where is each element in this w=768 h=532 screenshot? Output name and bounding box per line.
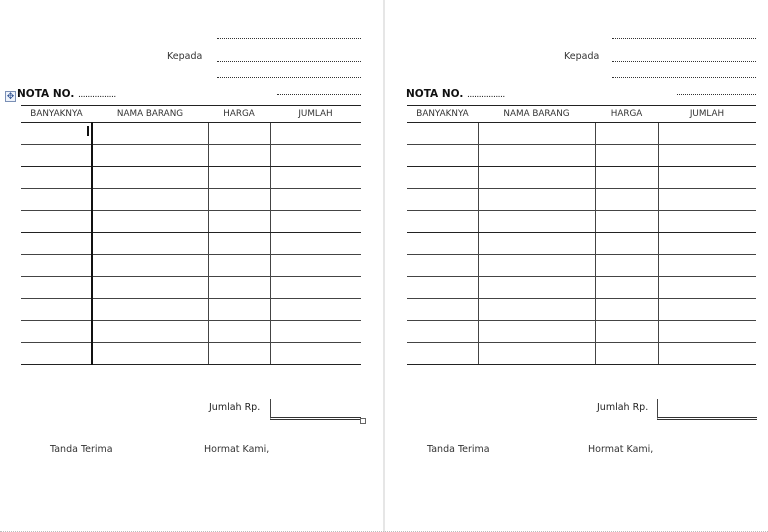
total-field[interactable] [270,399,361,420]
nota-label: NOTA NO. [17,88,75,100]
address-line-1 [217,38,361,39]
kepada-line [217,61,361,62]
kepada-label: Kepada [167,51,203,62]
table-row[interactable] [21,321,361,343]
total-label: Jumlah Rp. [209,402,261,413]
table-header [21,106,361,123]
nota-number-dots: ................ [466,90,505,100]
text-cursor [87,126,89,136]
table-row[interactable] [407,255,756,277]
page-left [0,0,383,530]
address-line-1 [612,38,756,39]
table-row[interactable] [21,299,361,321]
col-harga: HARGA [208,106,270,123]
date-line [277,94,361,95]
table-row[interactable] [407,145,756,167]
kepada-line [612,61,756,62]
move-icon[interactable]: ✥ [6,92,15,102]
table-row[interactable] [407,299,756,321]
table-row[interactable] [407,189,756,211]
receiver-label: Tanda Terima [50,444,113,455]
nota-number-dots: ................ [77,90,116,100]
table-row[interactable] [407,211,756,233]
nota-label: NOTA NO. [406,88,464,100]
table-row[interactable] [407,233,756,255]
nota-number [17,88,116,100]
receiver-label: Tanda Terima [427,444,490,455]
table-row[interactable] [407,321,756,343]
total-field[interactable] [657,399,757,420]
col-jumlah: JUMLAH [270,106,361,123]
table-row[interactable] [21,233,361,255]
col-banyaknya: BANYAKNYA [407,106,478,123]
col-harga: HARGA [595,106,658,123]
page-right [385,0,768,530]
closing-label: Hormat Kami, [588,444,654,455]
date-line [677,94,756,95]
table-row[interactable] [407,167,756,189]
items-table [407,105,756,365]
kepada-label: Kepada [564,51,600,62]
items-table [21,105,361,365]
table-row[interactable] [21,211,361,233]
col-nama-barang: NAMA BARANG [92,106,208,123]
table-row[interactable] [21,343,361,365]
col-nama-barang: NAMA BARANG [478,106,595,123]
col-banyaknya: BANYAKNYA [21,106,92,123]
table-row[interactable] [21,255,361,277]
nota-number [406,88,505,100]
table-row[interactable] [21,167,361,189]
table-row[interactable] [21,123,361,145]
table-row[interactable] [407,277,756,299]
table-row[interactable] [407,343,756,365]
col-jumlah: JUMLAH [658,106,756,123]
address-line-2 [217,77,361,78]
resize-handle-icon[interactable] [360,418,366,424]
table-row[interactable] [407,123,756,145]
table-row[interactable] [21,277,361,299]
table-row[interactable] [21,189,361,211]
address-line-2 [612,77,756,78]
closing-label: Hormat Kami, [204,444,270,455]
table-row[interactable] [21,145,361,167]
total-label: Jumlah Rp. [597,402,649,413]
table-header [407,106,756,123]
